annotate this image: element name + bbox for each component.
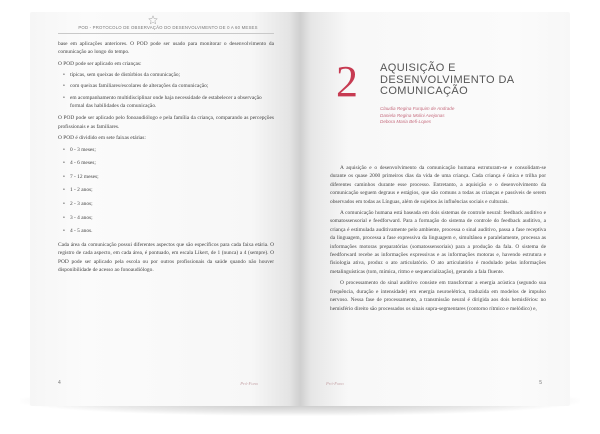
list-item: • 4 - 6 meses; <box>58 159 274 167</box>
paragraph: O POD pode ser aplicado em crianças: <box>58 60 142 67</box>
left-page <box>30 12 300 406</box>
chapter-title: AQUISIÇÃO E DESENVOLVIMENTO DA COMUNICAÇÃO <box>380 62 514 97</box>
header-rule <box>58 33 274 34</box>
footer-label: Pró-Fono <box>240 381 258 386</box>
list-item: • 4 - 5 anos. <box>58 227 274 235</box>
footer-label: Pró-Fono <box>326 381 344 386</box>
left-body-text <box>58 40 274 277</box>
paragraph: A comunicação humana está baseada em dois sistemas de controle neural: feedback auditivo e somatossensorial e feedforward. Para a formação do sistema de controle do feedback auditivo, a criança é estimulada auditivamente pelo ambiente, processa o sinal auditivo, passa a fase receptiva da linguagem, processa a fase expressiva da linguagem e, simultânea e paralelamente, processa as informações motoras preparatórias (somatossensoriais) para a produção da fala. O sistema de feedforward recebe as informações expressivas e as informações motoras e, havendo estrutura e fisiologia ativa, produz o ato articulatório. O ato articulatório é modulado pelas informações metalinguísticas (tom, mímica, ritmo e sequencialização), gerando a fala fluente. <box>330 210 546 275</box>
paragraph: base em aplicações anteriores. O POD pode ser usado para monitorar o desenvolvimento da comunicação ao longo do tempo. <box>58 41 274 56</box>
list-item: • com queixas familiares/escolares de alterações da comunicação; <box>58 82 274 90</box>
chapter-authors <box>380 106 540 126</box>
list-item: • 1 - 2 anos; <box>58 186 274 194</box>
list-item: • 2 - 3 anos; <box>58 200 274 208</box>
right-body-text <box>330 164 546 316</box>
paragraph: O processamento do sinal auditivo consiste em transformar a energia acústica (segundo sua frequência, duração e intensidade) em energia neuroelétrica, traduzida em modelos de impulso nervoso. Nessa fase de processamento, a transmissão neural é dirigida aos dois hemisférios: no hemisfério direito são processados os sinais supra-segmentares (contorno rítmico e melódico) e, <box>330 280 546 312</box>
paragraph: Cada área da comunicação possui diferentes aspectos que são específicos para cada faixa etária. O registro de cada aspecto, em cada área, é pontuado, em escala Likert, de 1 (nunca) a 4 (sempre). O POD pode ser aplicado pela escola ou por outros profissionais da saúde quando não houver disponibilidade de acesso ao fonoaudiólogo. <box>58 241 274 274</box>
paragraph: O POD pode ser aplicado pelo fonoaudiólogo e pela família da criança, comparando as percepções profissionais e as familiares. <box>58 115 274 130</box>
page-number: 4 <box>58 380 61 386</box>
page-number: 5 <box>539 380 542 386</box>
right-page <box>300 12 570 406</box>
list-item: • 0 - 3 meses; <box>58 146 274 154</box>
list-item: • 7 - 12 meses; <box>58 173 274 181</box>
chapter-number: 2 <box>336 57 358 106</box>
list-item: • típicas, sem queixas de distúrbios da comunicação; <box>58 71 274 79</box>
list-item: • 3 - 4 anos; <box>58 214 274 222</box>
age-range-list <box>58 146 274 236</box>
author-name: Debora Maria Befi-Lopes <box>380 119 432 125</box>
paragraph: A aquisição e o desenvolvimento da comunicação humana estruturam-se e consolidam-se durante os quase 2000 primeiros dias da vida de uma criança. Cada criança é única e trilha por diferentes caminhos durante esse processo. Entretanto, a aquisição e o desenvolvimento da comunicação seguem degraus e estágios, que são comuns a todas as crianças e passíveis de serem observados em todas as Línguas, além de sujeitos às influências sociais e culturais. <box>330 165 546 205</box>
star-outline-icon <box>148 15 158 25</box>
paragraph: O POD é dividido em sete faixas etárias: <box>58 135 146 142</box>
list-item: • em acompanhamento multidisciplinar onde haja necessidade de estabelecer a observação formal das habilidades da comunicação. <box>58 94 274 111</box>
target-children-list <box>58 71 274 110</box>
author-name: Daniela Regina Molini Avejonas <box>380 112 445 118</box>
running-head: POD - PROTOCOLO DE OBSERVAÇÃO DO DESENVOLVIMENTO DE 0 A 60 MESES <box>78 25 258 30</box>
open-book <box>30 12 570 410</box>
author-name: Claudia Regina Furquim de Andrade <box>380 106 455 111</box>
